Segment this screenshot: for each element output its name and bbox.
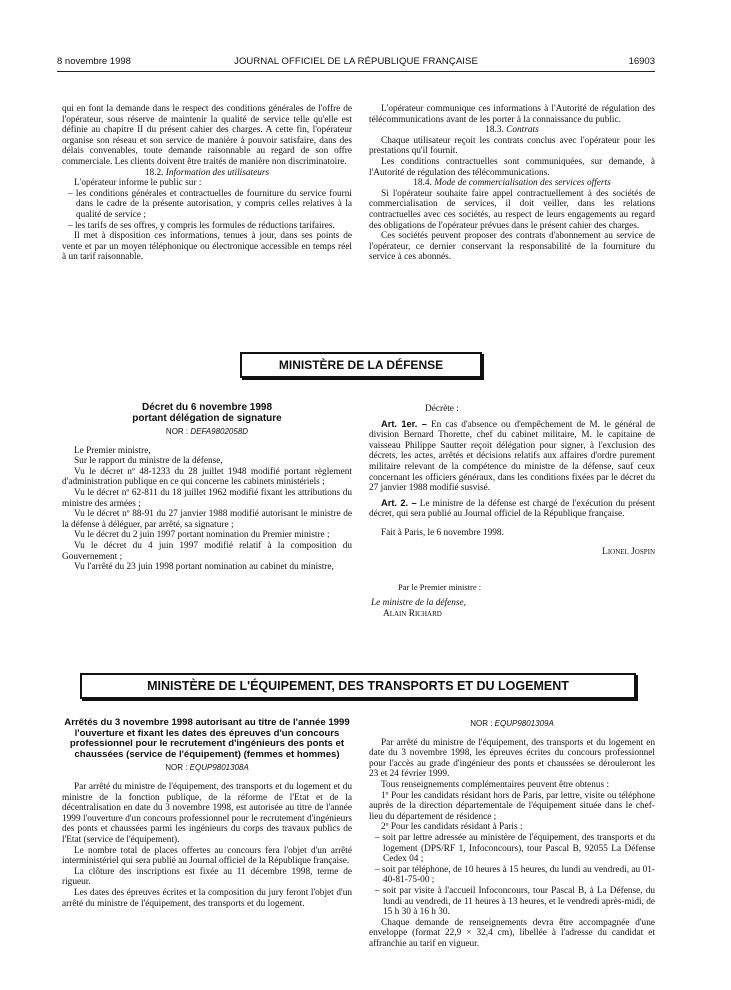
paragraph: Les dates des épreuves écrites et la composition du jury feront l'objet d'un arrêté du ministre de l'équipement, des transports et du logement. bbox=[62, 887, 352, 909]
decree-left-column bbox=[62, 402, 352, 573]
ministry-title: MINISTÈRE DE LA DÉFENSE bbox=[278, 358, 444, 372]
paragraph: Sur le rapport du ministre de la défense, bbox=[74, 456, 223, 467]
signature-minister: Alain Richard bbox=[383, 608, 442, 619]
paragraph: L'opérateur informe le public sur : bbox=[74, 178, 202, 189]
ministry-title: MINISTÈRE DE L'ÉQUIPEMENT, DES TRANSPORTS ET DU LOGEMENT bbox=[147, 679, 569, 693]
paragraph: Le nombre total de places offertes au concours fera l'objet d'un arrêté interministériel qui sera publié au Journal officiel de la République française. bbox=[62, 845, 352, 867]
paragraph: La clôture des inscriptions est fixée au 11 décembre 1998, terme de rigueur. bbox=[62, 866, 352, 888]
arrete-title: Arrêtés du 3 novembre 1998 autorisant au titre de l'année 1999 l'ouverture et fixant les dates des épreuves d'un concours professionnel pour le recrutement d'ingénieurs des ponts et chaussées (service de l'équipement) (femmes et hommes) bbox=[64, 717, 350, 760]
paragraph: 1º Pour les candidats résidant hors de Paris, par lettre, visite ou téléphone auprès de la direction départementale de l'équipement située dans le chef-lieu du département de résidence ; bbox=[369, 790, 655, 822]
top-left-column bbox=[62, 104, 352, 263]
list-item: – les conditions générales et contractuelles de fourniture du service fourni dans le cadre de la présente autorisation, y compris celles relatives à la qualité de service ; bbox=[68, 188, 352, 220]
paragraph: 2º Pour les candidats résidant à Paris : bbox=[381, 822, 523, 833]
article-2: Art. 2. – Le ministre de la défense est chargé de l'exécution du présent décret, qui sera publié au Journal officiel de la République française. bbox=[369, 497, 656, 520]
paragraph: L'opérateur communique ces informations à l'Autorité de régulation des télécommunications avant de les porter à la connaissance du public. bbox=[369, 104, 655, 125]
article-1: Art. 1er. – En cas d'absence ou d'empêchement de M. le général de division Bernard Thorette, chef du cabinet militaire, M. le capitaine de vaisseau Philippe Sautter reçoit délégation pour signer, à l'exclusion des décrets, les actes, arrêtés et décisions relatifs aux affaires d'ordre purement militaire relevant de la compétence du ministre de la défense, sauf ceux concernant les officiers généraux, dans les conditions fixées par le décret du 27 janvier 1988 modifié susvisé. bbox=[369, 418, 655, 494]
ministry-defense-box bbox=[240, 352, 482, 378]
paragraph: Il met à disposition ces informations, tenues à jour, dans ses points de vente et par un moyen téléphonique ou électronique accessible en temps réel à un tarif raisonnable. bbox=[62, 231, 352, 263]
paragraph: Vu le décret du 2 juin 1997 portant nomination du Premier ministre ; bbox=[74, 530, 330, 541]
minister-signature-block bbox=[371, 598, 571, 619]
paragraph: Vu le décret nº 62-811 du 18 juillet 1962 modifié fixant les attributions du ministre des armées ; bbox=[62, 487, 352, 509]
paragraph: Chaque demande de renseignements devra être accompagnée d'une enveloppe (format 22,9 × 32,4 cm), libellée à l'adresse du candidat et affranchie au tarif en vigueur. bbox=[369, 917, 655, 949]
paragraph: Vu le décret du 4 juin 1997 modifié relatif à la composition du Gouvernement ; bbox=[62, 540, 352, 562]
header-date: 8 novembre 1998 bbox=[57, 56, 131, 67]
page-header bbox=[57, 56, 655, 70]
list-item: – les tarifs de ses offres, y compris les formules de réductions tarifaires. bbox=[68, 220, 335, 231]
paragraph: Ces sociétés peuvent proposer des contrats d'abonnement au service de l'opérateur, ce dernier conservant la responsabilité de la fourniture du service à ces abonnés. bbox=[369, 231, 655, 263]
signature-prime-minister: Lionel Jospin bbox=[602, 546, 655, 557]
paragraph: Vu le décret nº 48-1233 du 28 juillet 1948 modifié portant règlement d'administration publique en ce qui concerne les cabinets ministériels ; bbox=[62, 466, 352, 488]
paragraph: Décrète : bbox=[425, 404, 459, 414]
list-item: – soit par visite à l'accueil Infoconcours, tour Pascal B, à La Défense, du lundi au vendredi, de 11 heures à 13 heures, et le vendredi après-midi, de 15 h 30 à 16 h 30. bbox=[375, 885, 655, 918]
paragraph: Vu le décret nº 88-91 du 27 janvier 1988 modifié autorisant le ministre de la défense à déléguer, par arrêté, sa signature ; bbox=[62, 509, 352, 530]
section-heading-18-3: 18.3. Contrats bbox=[485, 125, 539, 136]
ministry-equipement-box bbox=[80, 673, 636, 699]
section-heading-18-4: 18.4. Mode de commercialisation des services offerts bbox=[413, 178, 611, 189]
arrete-nor-2: NOR : EQUP9801309A bbox=[470, 719, 554, 728]
section-heading-18-2: 18.2. Information des utilisateurs bbox=[144, 167, 270, 178]
header-rule bbox=[57, 71, 655, 72]
decree-right-column bbox=[369, 404, 655, 557]
paragraph: Par arrêté du ministre de l'équipement, des transports et du logement et du ministre de la fonction publique, de la réforme de l'Etat et de la décentralisation en date du 3 novembre 1998, est autorisée au titre de l'année 1999 l'ouverture d'un concours professionnel pour le recrutement d'ingénieurs des ponts et chaussées parmi les ingénieurs du corps des travaux publics de l'Etat (service de l'équipement). bbox=[62, 781, 352, 845]
paragraph: Vu l'arrêté du 23 juin 1998 portant nomination au cabinet du ministre, bbox=[74, 562, 334, 573]
list-item: – soit par lettre adressée au ministère de l'équipement, des transports et du logement (DPS/RF 1, Infoconcours), tour Pascal B, 92055 La Défense Cedex 04 ; bbox=[375, 832, 655, 865]
paragraph: Tous renseignements complémentaires peuvent être obtenus : bbox=[381, 779, 610, 790]
arrete-left-column bbox=[62, 718, 352, 909]
paragraph: Les conditions contractuelles sont communiquées, sur demande, à l'Autorité de régulation des télécommunications. bbox=[369, 156, 655, 178]
arrete-right-column bbox=[369, 719, 655, 949]
paragraph: Chaque utilisateur reçoit les contrats conclus avec l'opérateur pour les prestations qu'il fournit. bbox=[369, 135, 655, 157]
header-journal-title: JOURNAL OFFICIEL DE LA RÉPUBLIQUE FRANÇAISE bbox=[234, 56, 478, 67]
par-le-premier-ministre: Par le Premier ministre : bbox=[398, 582, 482, 592]
paragraph: Par arrêté du ministre de l'équipement, des transports et du logement en date du 3 novembre 1998, les épreuves écrites du concours professionnel pour l'accès au grade d'ingénieur des ponts et chaussées se dérouleront les 23 et 24 février 1999. bbox=[369, 737, 655, 780]
top-right-column bbox=[369, 104, 655, 263]
arrete-nor-1: NOR : EQUP9801308A bbox=[165, 763, 249, 773]
header-page-number: 16903 bbox=[628, 56, 655, 67]
paragraph: Le Premier ministre, bbox=[74, 445, 151, 456]
decree-nor: NOR : DEFA9802058D bbox=[165, 427, 249, 436]
list-item: – soit par téléphone, de 10 heures à 15 heures, du lundi au vendredi, au 01-40-81-75-00 ; bbox=[375, 864, 655, 886]
paragraph: Si l'opérateur souhaite faire appel contractuellement à des sociétés de commercialisation de services, il doit veiller, dans les relations contractuelles avec ces sociétés, au respect de leurs engagements au regard des obligations de l'opérateur prévues dans le présent cahier des charges. bbox=[369, 188, 655, 231]
decree-title: Décret du 6 novembre 1998 portant délégation de signature bbox=[132, 402, 282, 424]
paragraph: Fait à Paris, le 6 novembre 1998. bbox=[381, 527, 504, 538]
minister-role: Le ministre de la défense, bbox=[371, 598, 466, 608]
paragraph: qui en font la demande dans le respect des conditions générales de l'offre de l'opérateur, sous réserve de maintenir la qualité de service telle qu'elle est définie au chapitre II du présent cahier des charges. A cette fin, l'opérateur organise son réseau et son service de manière à pouvoir satisfaire, dans des délais convenables, toute demande raisonnable au regard de son offre commerciale. Les clients doivent être traités de manière non discriminatoire. bbox=[62, 104, 352, 167]
